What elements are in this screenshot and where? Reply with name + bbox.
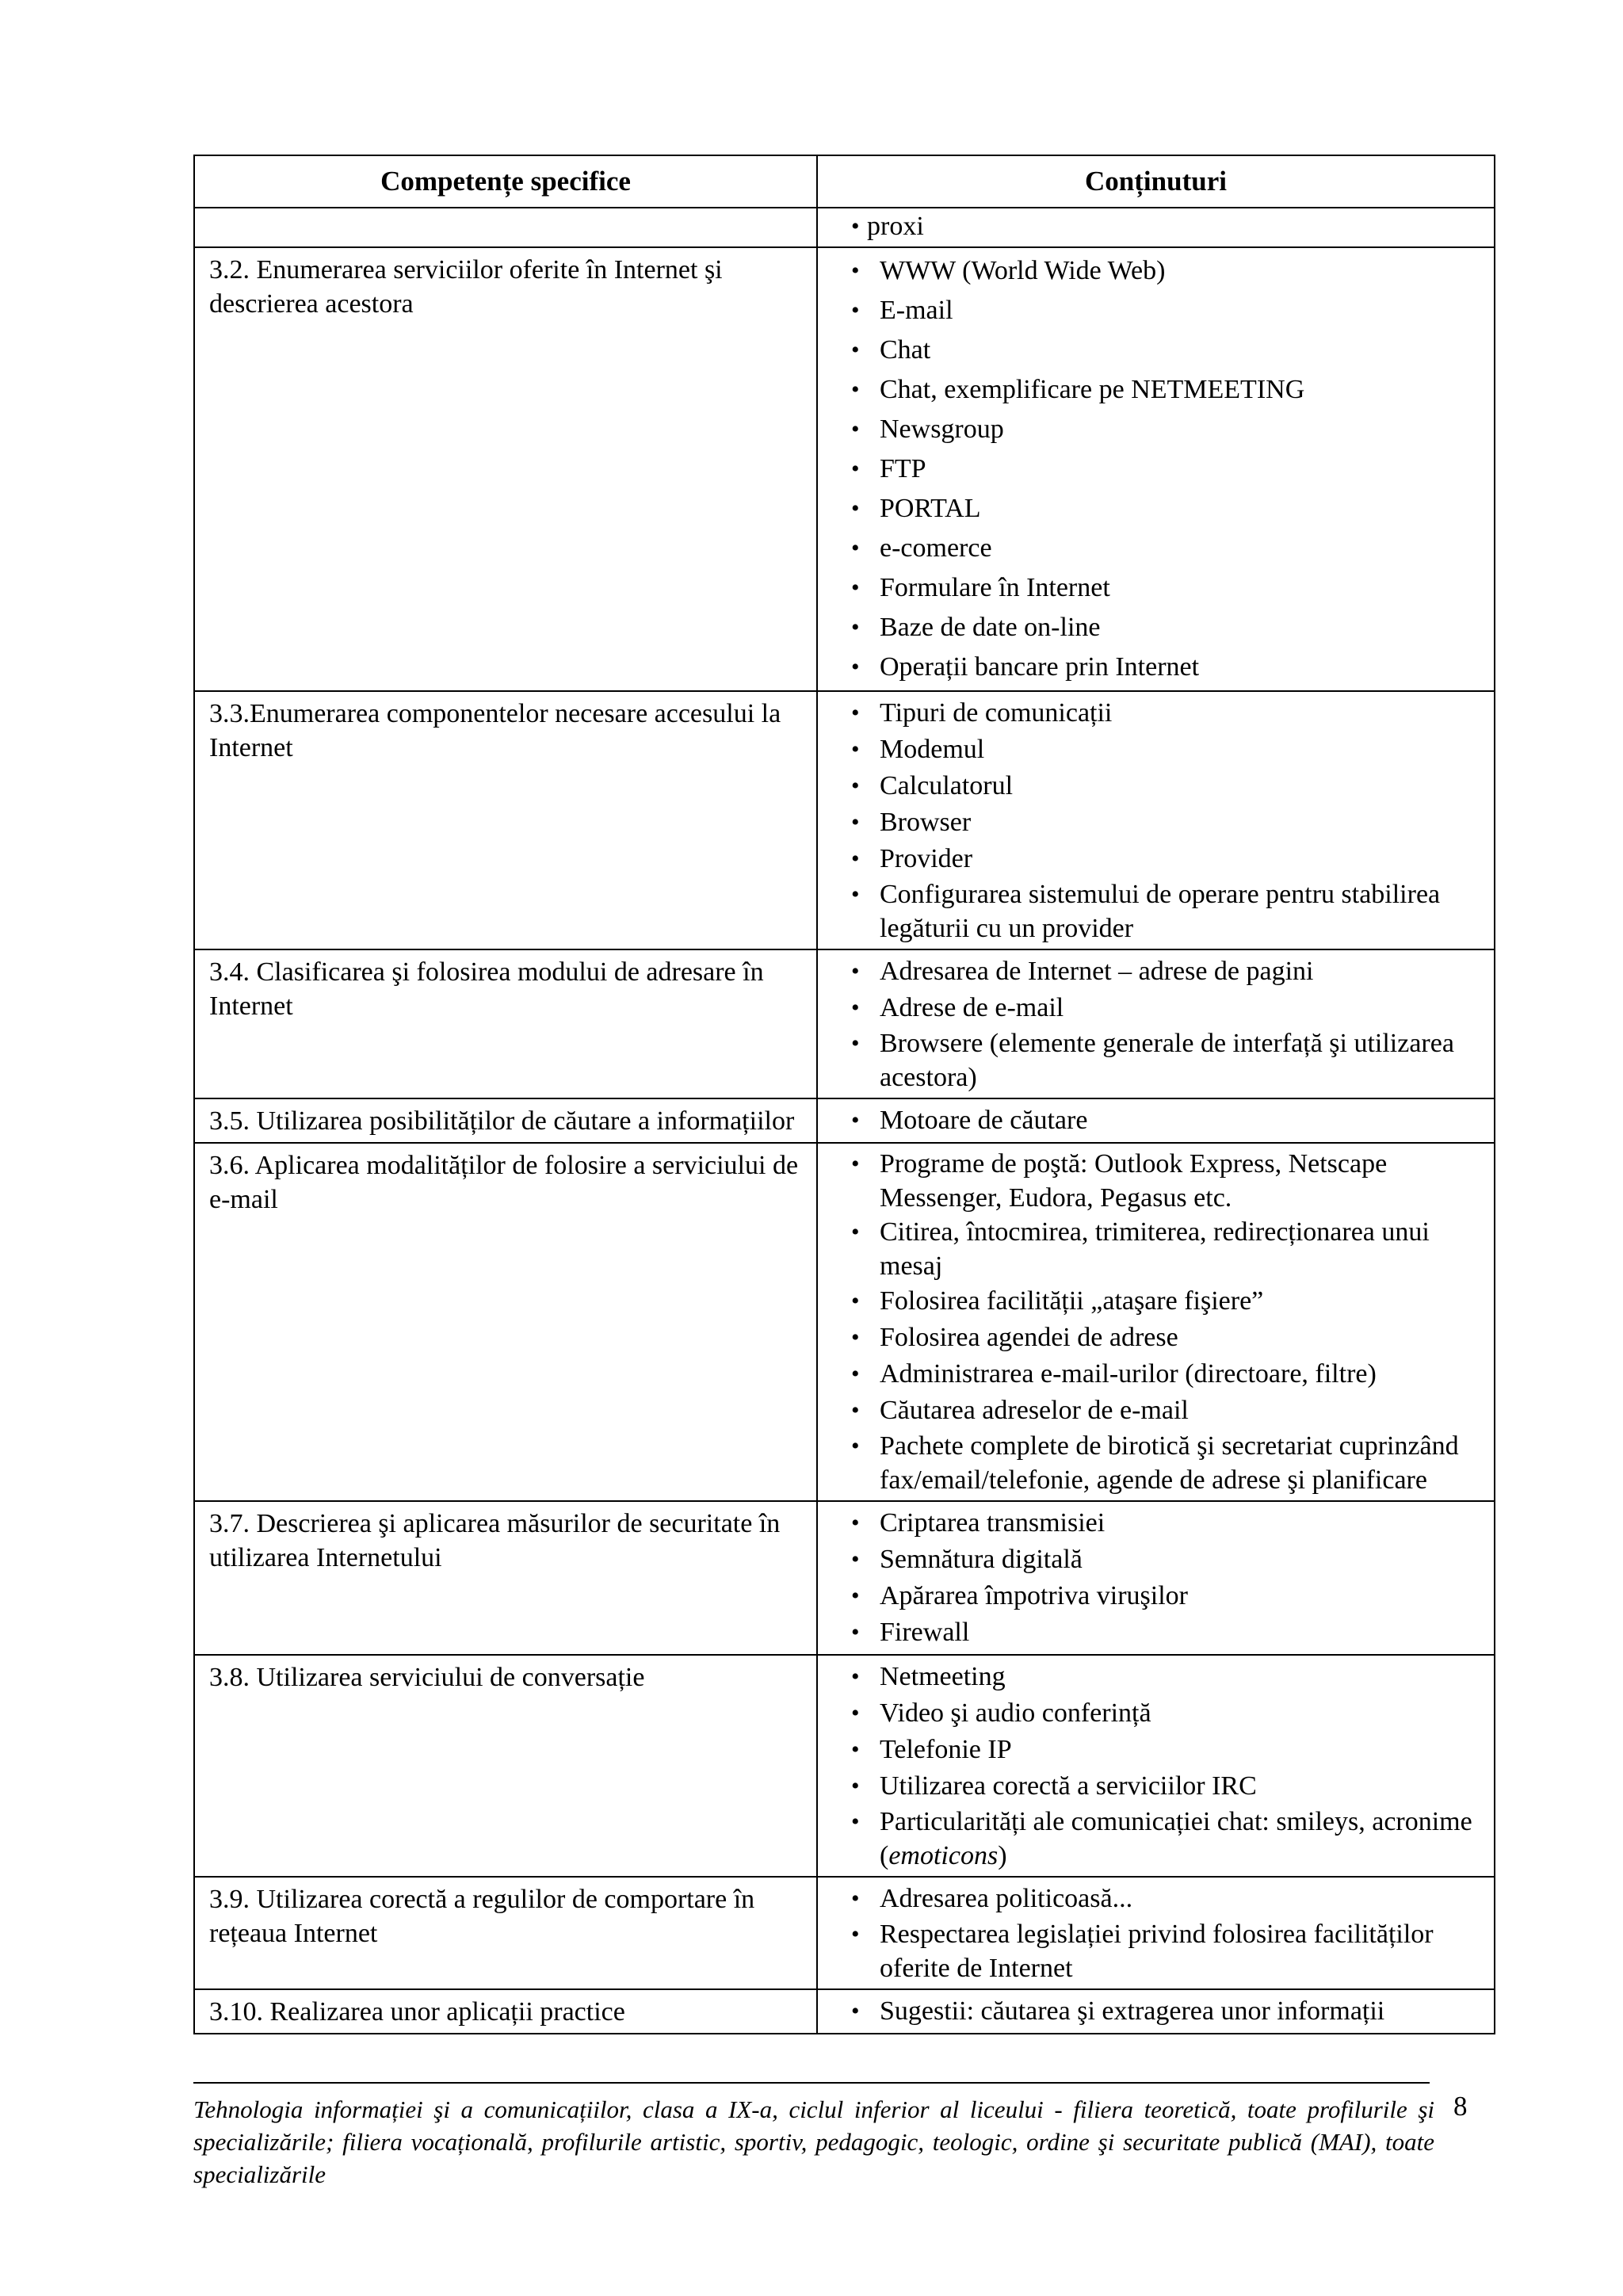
bullet-icon: • (851, 654, 860, 680)
header-contents: Conținuturi (817, 155, 1495, 208)
list-item: • Semnătura digitală (834, 1541, 1481, 1578)
table-row (194, 691, 1495, 949)
bullet-icon: • (851, 1324, 860, 1350)
bullet-icon: • (851, 1397, 860, 1423)
table-row (194, 208, 1495, 247)
bullet-icon: • (851, 1433, 860, 1459)
bullet-icon: • (851, 1583, 860, 1609)
list-item: • Formulare în Internet (834, 568, 1481, 608)
bullet-icon: • (851, 773, 860, 799)
table-row (194, 1143, 1495, 1501)
list-item: • Newsgroup (834, 410, 1481, 449)
bullet-icon: • (851, 1546, 860, 1572)
bullet-icon: • (851, 575, 860, 601)
competence-cell: 3.8. Utilizarea serviciului de conversație (194, 1655, 817, 1877)
competence-cell: 3.5. Utilizarea posibilităților de căutare a informațiilor (194, 1098, 817, 1143)
list-item: • Motoare de căutare (834, 1102, 1481, 1139)
bullet-icon: • (851, 1107, 860, 1133)
competence-cell: 3.10. Realizarea unor aplicații practice (194, 1989, 817, 2034)
bullet-icon: • (851, 1700, 860, 1726)
contents-cell (817, 1989, 1495, 2034)
competence-cell: 3.6. Aplicarea modalităților de folosire a serviciului de e-mail (194, 1143, 817, 1501)
bullet-icon: • (851, 1736, 860, 1763)
list-item: • E-mail (834, 291, 1481, 330)
bullet-icon: • (851, 846, 860, 872)
list-item: • Chat, exemplificare pe NETMEETING (834, 370, 1481, 410)
table-row (194, 1098, 1495, 1143)
contents-cell (817, 1143, 1495, 1501)
list-item: • Administrarea e-mail-urilor (directoare, filtre) (834, 1356, 1481, 1392)
contents-cell (817, 1501, 1495, 1655)
header-competences: Competențe specifice (194, 155, 817, 208)
list-item: • Apărarea împotriva viruşilor (834, 1578, 1481, 1614)
list-item: • Browser (834, 804, 1481, 841)
competence-cell: 3.2. Enumerarea serviciilor oferite în Internet şi descrierea acestora (194, 247, 817, 691)
list-item: • Utilizarea corectă a serviciilor IRC (834, 1768, 1481, 1805)
table-row (194, 247, 1495, 691)
list-item: • Particularități ale comunicației chat: smileys, acronime (emoticons) (834, 1805, 1481, 1873)
list-item: • Tipuri de comunicații (834, 695, 1481, 732)
list-item: • Operații bancare prin Internet (834, 648, 1481, 687)
table-row (194, 1655, 1495, 1877)
list-item: • PORTAL (834, 489, 1481, 529)
list-item: • Browsere (elemente generale de interfață şi utilizarea acestora) (834, 1026, 1481, 1095)
list-item: • Programe de poştă: Outlook Express, Netscape Messenger, Eudora, Pegasus etc. (834, 1147, 1481, 1215)
list-item: • Respectarea legislației privind folosirea facilităților oferite de Internet (834, 1917, 1481, 1985)
competence-cell: 3.7. Descrierea şi aplicarea măsurilor de securitate în utilizarea Internetului (194, 1501, 817, 1655)
bullet-icon: • (851, 1151, 860, 1177)
bullet-icon: • (851, 809, 860, 835)
bullet-icon: • (851, 995, 860, 1021)
bullet-icon: • (851, 258, 860, 284)
list-item: • Căutarea adreselor de e-mail (834, 1392, 1481, 1429)
list-item: • Firewall (834, 1614, 1481, 1651)
bullet-icon: • (851, 881, 860, 907)
list-item: • Netmeeting (834, 1659, 1481, 1695)
bullet-icon: • (851, 456, 860, 482)
bullet-icon: • (851, 1809, 860, 1835)
list-item: • Sugestii: căutarea şi extragerea unor informații (834, 1993, 1481, 2030)
bullet-icon: • (851, 1885, 860, 1912)
bullet-icon: • (851, 1921, 860, 1947)
list-item: • e-comerce (834, 529, 1481, 568)
bullet-icon: • (851, 1288, 860, 1314)
table-row (194, 1989, 1495, 2034)
contents-cell (817, 247, 1495, 691)
list-item: • Criptarea transmisiei (834, 1505, 1481, 1541)
list-item: • FTP (834, 449, 1481, 489)
bullet-icon: • (851, 1773, 860, 1799)
bullet-icon: • (851, 1619, 860, 1645)
bullet-icon: • (851, 535, 860, 561)
bullet-icon: • (851, 736, 860, 762)
footer-divider (193, 2082, 1430, 2084)
bullet-icon: • (851, 337, 860, 363)
bullet-icon: • (851, 495, 860, 521)
bullet-icon: • (851, 376, 860, 403)
contents-cell (817, 691, 1495, 949)
list-item: • Folosirea agendei de adrese (834, 1320, 1481, 1356)
emoticons-emphasis: emoticons (888, 1841, 999, 1870)
bullet-icon: • (851, 614, 860, 640)
curriculum-table (193, 155, 1495, 2034)
bullet-icon: • (851, 213, 860, 239)
bullet-icon: • (851, 297, 860, 323)
competence-cell: 3.3.Enumerarea componentelor necesare accesului la Internet (194, 691, 817, 949)
bullet-icon: • (851, 1510, 860, 1536)
list-item: • Adrese de e-mail (834, 990, 1481, 1026)
list-item: • Modemul (834, 732, 1481, 768)
bullet-icon: • (851, 958, 860, 984)
list-item: • Citirea, întocmirea, trimiterea, redirecționarea unui mesaj (834, 1215, 1481, 1283)
bullet-icon: • (851, 1998, 860, 2024)
bullet-icon: • (851, 1361, 860, 1387)
contents-cell (817, 1877, 1495, 1989)
competence-cell: 3.9. Utilizarea corectă a regulilor de comportare în rețeaua Internet (194, 1877, 817, 1989)
list-item: • Provider (834, 841, 1481, 877)
contents-cell (817, 949, 1495, 1098)
page-footer (193, 2082, 1434, 2191)
list-item: • Folosirea facilității „ataşare fişiere” (834, 1283, 1481, 1320)
contents-cell (817, 1655, 1495, 1877)
list-item: • Calculatorul (834, 768, 1481, 804)
bullet-icon: • (851, 416, 860, 442)
competence-cell (194, 208, 817, 247)
list-item: • Video şi audio conferință (834, 1695, 1481, 1732)
list-item: • Chat (834, 330, 1481, 370)
bullet-icon: • (851, 1219, 860, 1245)
list-item: • Pachete complete de birotică şi secretariat cuprinzând fax/email/telefonie, agende de adrese şi planificare (834, 1429, 1481, 1497)
list-item: • Configurarea sistemului de operare pentru stabilirea legăturii cu un provider (834, 877, 1481, 946)
bullet-icon: • (851, 700, 860, 726)
table-row (194, 1501, 1495, 1655)
footer-text: Tehnologia informației şi a comunicațiilor, clasa a IX-a, ciclul inferior al liceului - filiera teoretică, toate profilurile şi specializările; filiera vocațională, profilurile artistic, sportiv, pedagogic, teologic, ordine şi securitate publică (MAI), toate specializările (193, 2095, 1434, 2188)
list-item: • WWW (World Wide Web) (834, 251, 1481, 291)
table-row (194, 1877, 1495, 1989)
list-item: • Adresarea politicoasă... (834, 1881, 1481, 1917)
table-row (194, 949, 1495, 1098)
contents-cell (817, 208, 1495, 247)
list-item: • Adresarea de Internet – adrese de pagini (834, 953, 1481, 990)
list-item: • Telefonie IP (834, 1732, 1481, 1768)
list-item: • Baze de date on-line (834, 608, 1481, 648)
table-header-row (194, 155, 1495, 208)
contents-cell (817, 1098, 1495, 1143)
bullet-icon: • (851, 1030, 860, 1056)
bullet-icon: • (851, 1664, 860, 1690)
competence-cell: 3.4. Clasificarea şi folosirea modului de adresare în Internet (194, 949, 817, 1098)
list-item: • proxi (834, 208, 1481, 245)
page-number: 8 (1453, 2091, 1468, 2122)
